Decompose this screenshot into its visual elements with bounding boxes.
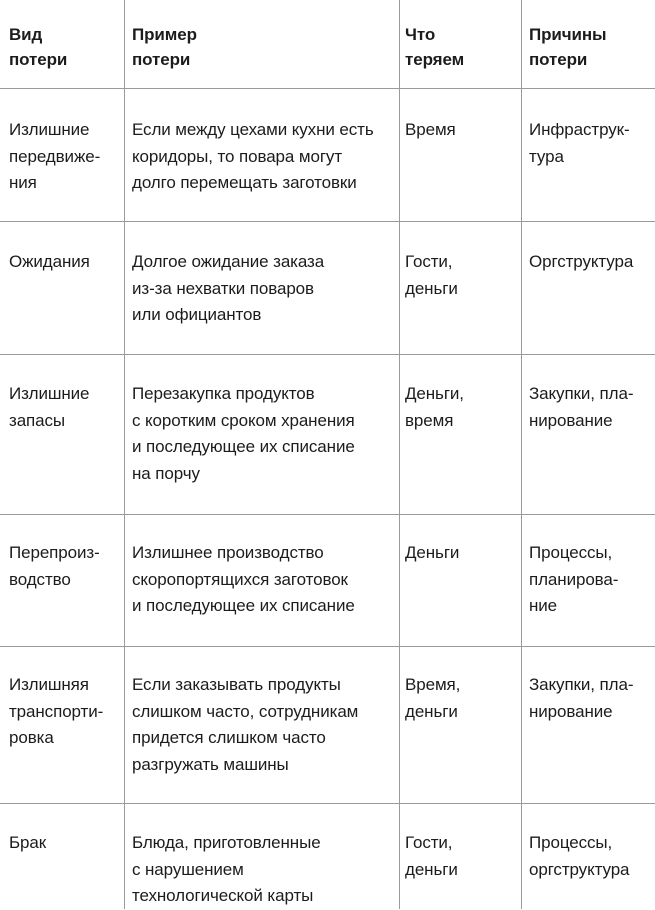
cell-loss-causes: Закупки, пла- нирование: [529, 675, 634, 721]
cell-what-we-lose: Гости, деньги: [405, 833, 458, 879]
row-divider: [0, 88, 655, 89]
row-divider: [0, 514, 655, 515]
cell-loss-example: Излишнее производство скоропортящихся заготовок и последующее их списание: [132, 543, 355, 615]
cell-loss-causes: Процессы, планирова- ние: [529, 543, 619, 615]
cell-loss-type: Излишняя транспорти- ровка: [9, 675, 104, 747]
cell-loss-causes: Закупки, пла- нирование: [529, 384, 634, 430]
cell-loss-type: Излишние запасы: [9, 384, 90, 430]
cell-loss-example: Блюда, приготовленные с нарушением технологической карты: [132, 833, 321, 905]
cell-loss-causes: Оргструктура: [529, 252, 634, 271]
cell-loss-example: Если заказывать продукты слишком часто, сотрудникам придется слишком часто разгружать машины: [132, 675, 359, 774]
cell-loss-type: Излишние передвиже- ния: [9, 120, 101, 192]
header-loss-example: Пример потери: [132, 25, 197, 69]
column-divider: [399, 0, 400, 909]
column-divider: [124, 0, 125, 909]
cell-loss-example: Перезакупка продуктов с коротким сроком хранения и последующее их списание на порчу: [132, 384, 355, 483]
row-divider: [0, 646, 655, 647]
cell-what-we-lose: Деньги, время: [405, 384, 464, 430]
cell-what-we-lose: Деньги: [405, 543, 460, 562]
row-divider: [0, 803, 655, 804]
cell-loss-example: Если между цехами кухни есть коридоры, то повара могут долго перемещать заготовки: [132, 120, 374, 192]
cell-loss-example: Долгое ожидание заказа из-за нехватки поваров или официантов: [132, 252, 325, 324]
header-what-we-lose: Что теряем: [405, 25, 465, 69]
cell-loss-type: Перепроиз- водство: [9, 543, 100, 589]
header-loss-type: Вид потери: [9, 25, 68, 69]
cell-what-we-lose: Гости, деньги: [405, 252, 458, 298]
cell-what-we-lose: Время: [405, 120, 456, 139]
cell-what-we-lose: Время, деньги: [405, 675, 461, 721]
header-loss-causes: Причины потери: [529, 25, 607, 69]
row-divider: [0, 354, 655, 355]
cell-loss-causes: Инфраструк- тура: [529, 120, 630, 166]
row-divider: [0, 221, 655, 222]
column-divider: [521, 0, 522, 909]
cell-loss-type: Брак: [9, 833, 47, 852]
cell-loss-causes: Процессы, оргструктура: [529, 833, 630, 879]
cell-loss-type: Ожидания: [9, 252, 90, 271]
